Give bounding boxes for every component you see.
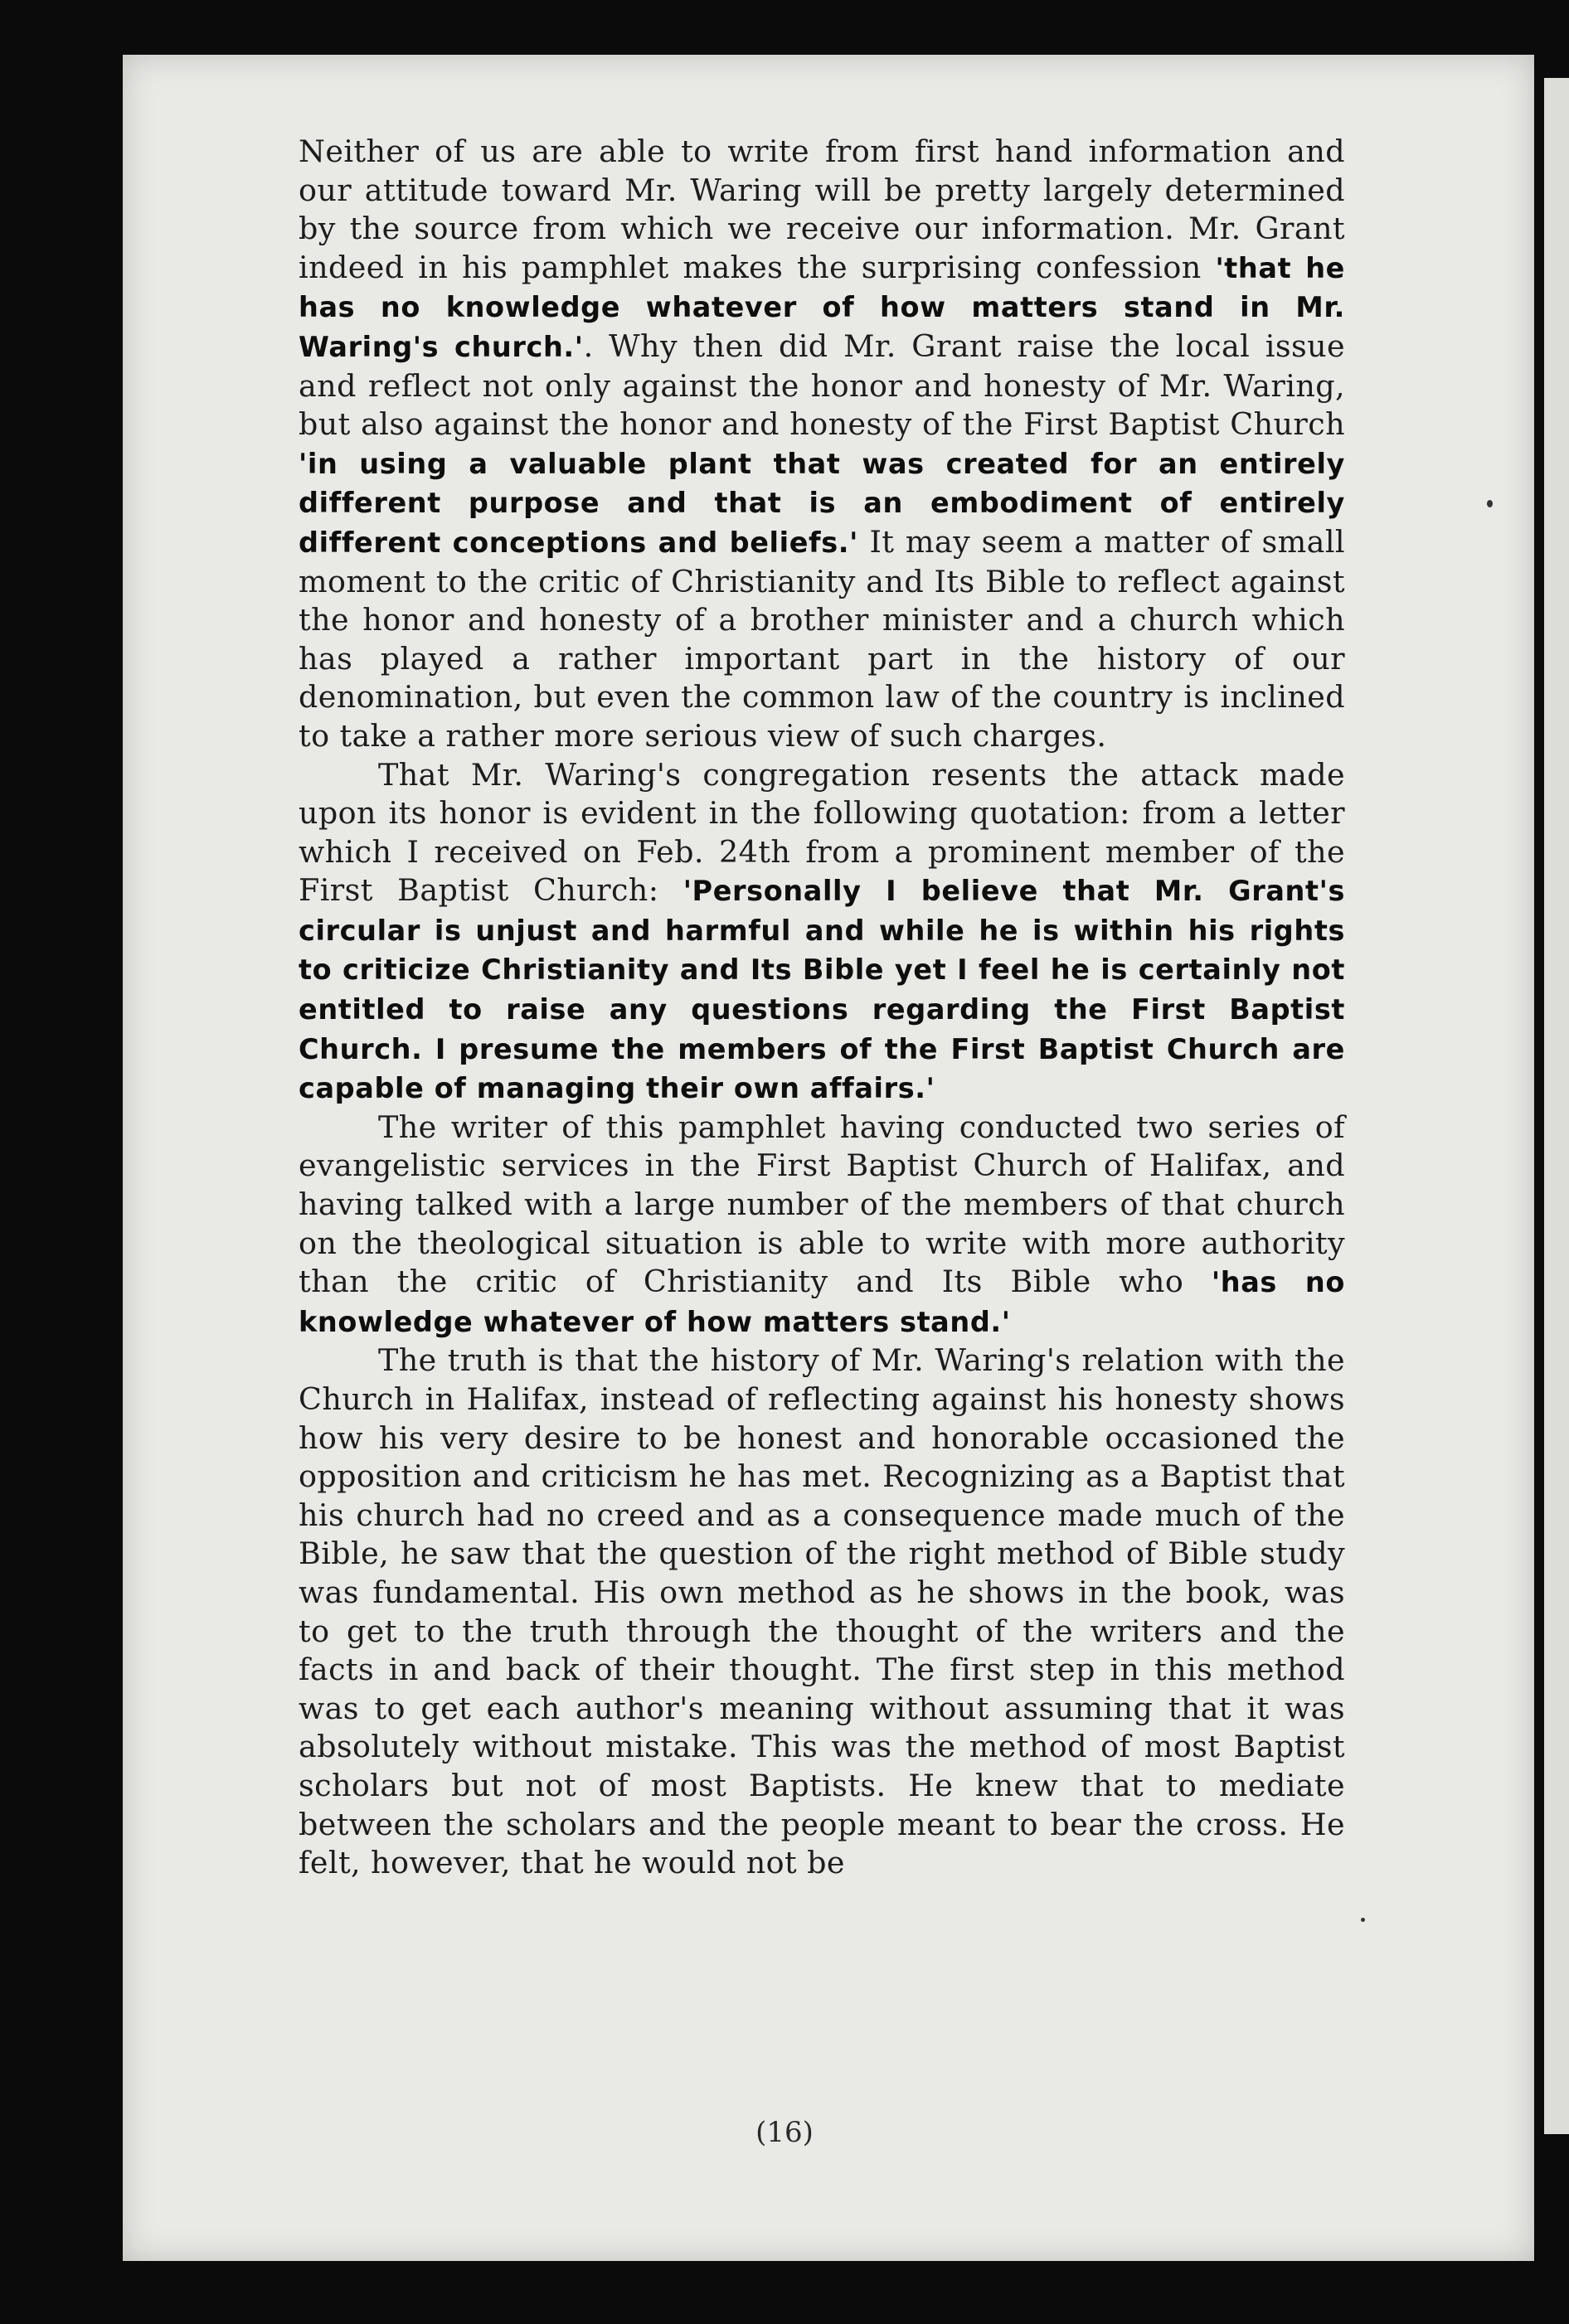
paragraph-1-text-1: Neither of us are able to write from first hand information and our attitude toward Mr. Waring will be pretty largely determined by the source from which we receive our information. Mr. Grant indeed in his pamphlet makes the surprising confession	[299, 133, 1345, 285]
paragraph-3-text-1: The writer of this pamphlet having conducted two series of evangelistic services in the First Baptist Church of Halifax, and having talked with a large number of the members of that church on the theological situation is able to write with more authority than the critic of Christianity and Its Bible who	[299, 1109, 1345, 1300]
paragraph-2-text-1: That Mr. Waring's congregation resents the attack made upon its honor is evident in the following quotation: from a letter which I received on Feb. 24th from a prominent member of the First Baptist Church:	[299, 756, 1345, 909]
scan-speck	[1361, 1918, 1365, 1922]
paragraph-1	[299, 133, 1345, 756]
body-text	[299, 133, 1345, 1883]
paragraph-1-text-3: It may seem a matter of small moment to the critic of Christianity and Its Bible to reflect against the honor and honesty of a brother minister and a church which has played a rather important part in the history of our denomination, but even the common law of the country is inclined to take a rather more serious view of such charges.	[299, 523, 1345, 754]
facing-page-edge	[1544, 78, 1569, 2134]
paragraph-4-text-1: The truth is that the history of Mr. Waring's relation with the Church in Halifax, instead of reflecting against his honesty shows how his very desire to be honest and honorable occasioned the opposition and criticism he has met. Recognizing as a Baptist that his church had no creed and as a consequence made much of the Bible, he saw that the question of the right method of Bible study was fundamental. His own method as he shows in the book, was to get to the truth through the thought of the writers and the facts in and back of their thought. The first step in this method was to get each author's meaning without assuming that it was absolutely without mistake. This was the method of most Baptist scholars but not of most Baptists. He knew that to mediate between the scholars and the people meant to bear the cross. He felt, however, that he would not be	[299, 1342, 1345, 1881]
paragraph-4	[299, 1342, 1345, 1882]
paragraph-1-text-2: . Why then did Mr. Grant raise the local issue and reflect not only against the honor and honesty of Mr. Waring, but also against the honor and honesty of the First Baptist Church	[299, 327, 1345, 443]
paragraph-3-quote-1: 'has no knowledge whatever of how matters stand.'	[299, 1266, 1345, 1338]
scan-speck	[1487, 500, 1493, 507]
paragraph-1-quote-1: 'that he has no knowledge whatever of how matters stand in Mr. Waring's church.'	[299, 251, 1345, 363]
paragraph-2	[299, 756, 1345, 1109]
paragraph-1-quote-2: 'in using a valuable plant that was created for an entirely different purpose and that is an embodiment of entirely different conceptions and beliefs.'	[299, 447, 1345, 559]
paragraph-3	[299, 1109, 1345, 1342]
page-number: (16)	[755, 2116, 814, 2149]
paragraph-2-quote-1: 'Personally I believe that Mr. Grant's circular is unjust and harmful and while he is within his rights to criticize Christianity and Its Bible yet I feel he is certainly not entitled to raise any questions regarding the First Baptist Church. I presume the members of the First Baptist Church are capable of managing their own affairs.'	[299, 875, 1345, 1105]
